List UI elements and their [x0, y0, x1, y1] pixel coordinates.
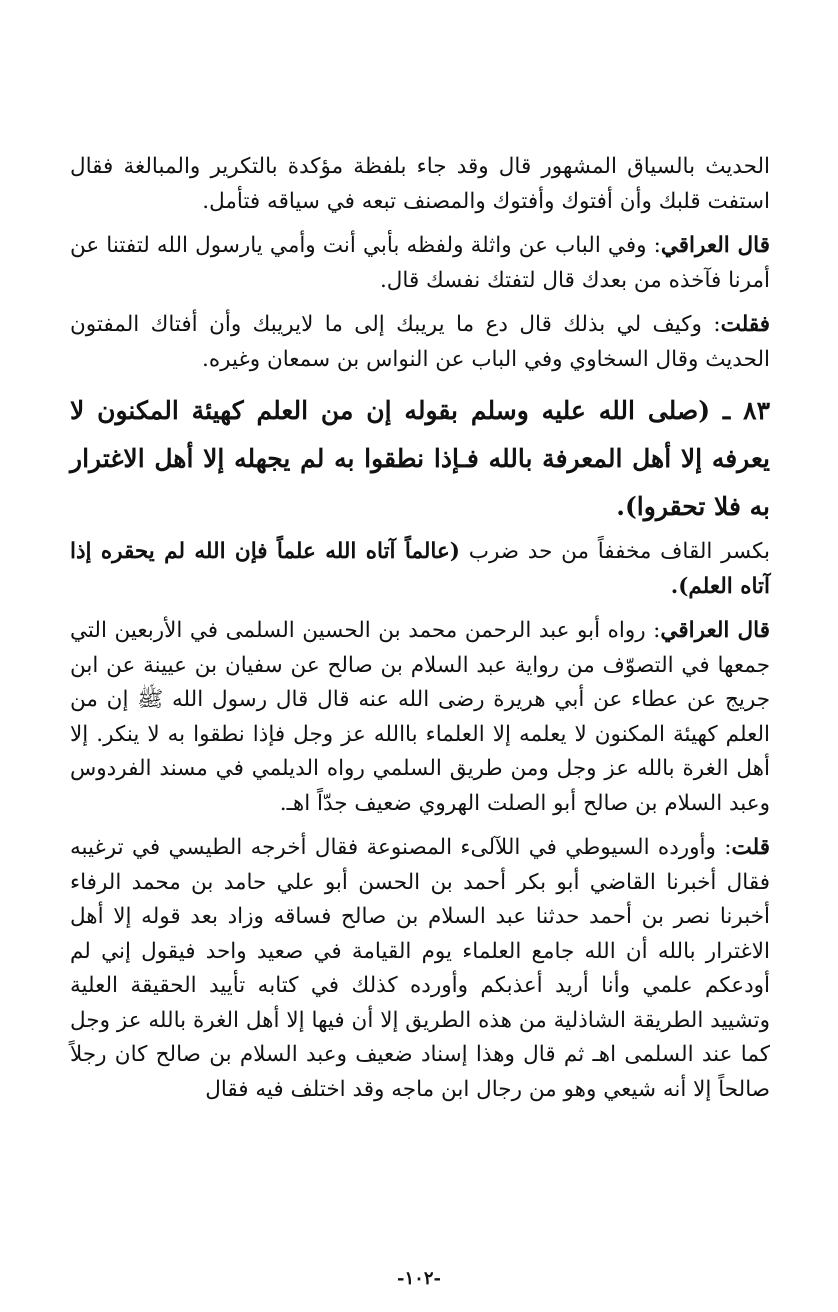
paragraph-5-text: : وأورده السيوطي في اللآلىء المصنوعة فقال أخرجه الطيسي في ترغيبه فقال أخبرنا القاضي أبو بكر أحمد بن الحسن أبو علي حامد بن محمد الرفاء أخبرنا نصر بن أحمد حدثنا عبد السلام بن صالح فساقه وزاد بعد قوله إلا أهل الاغترار بالله أن الله جامع العلماء يوم القيامة في صعيد واحد فيقول إني لم أودعكم علمي وأنا أريد أعذبكم وأورده كذلك في كتابه تأييد الحقيقة العلية وتشييد الطريقة الشاذلية من هذه الطريق إلا أن فيها إلا أهل الغرة بالله عز وجل كما عند السلمى اهـ ثم قال وهذا إسناد ضعيف وعبد السلام بن صالح كان رجلاً صالحاً إلا أنه شيعي وهو من رجال ابن ماجه وقد اختلف فيه فقال: [70, 835, 770, 1102]
paragraph-3-text: : وكيف لي بذلك قال دع ما يريبك إلى ما لايريبك وأن أفتاك المفتون الحديث وقال السخاوي وفي الباب عن النواس بن سمعان وغيره.: [70, 312, 770, 372]
paragraph-1-text: الحديث بالسياق المشهور قال وقد جاء بلفظة مؤكدة بالتكرير والمبالغة فقال استفت قلبك وأن أفتوك وأفتوك والمصنف تبعه في سياقه فتأمل.: [70, 154, 770, 214]
hadith-heading-text: ٨٣ ـ (صلى الله عليه وسلم بقوله إن من العلم كهيئة المكنون لا يعرفه إلا أهل المعرفة بالله فـإذا نطقوا به لم يجهله إلا أهل الاغترار به فلا تحقروا).: [70, 396, 770, 521]
paragraph-5: [70, 831, 770, 1107]
paragraph-5-lead: قلت: [731, 835, 770, 860]
paragraph-4-lead: قال العراقي: [660, 618, 770, 643]
note-paragraph: [70, 535, 770, 604]
paragraph-4: [70, 614, 770, 821]
paragraph-4-text: : رواه أبو عبد الرحمن محمد بن الحسين السلمى في الأربعين التي جمعها في التصوّف من رواية عبد السلام بن صالح عن سفيان بن عيينة عن ابن جريج عن عطاء عن أبي هريرة رضى الله عنه قال قال رسول الله ﷺ إن من العلم كهيئة المكنون لا يعلمه إلا العلماء باالله عز وجل فإذا نطقوا به لا ينكر. إلا أهل الغرة بالله عز وجل ومن طريق السلمي رواه الديلمي في مسند الفردوس وعبد السلام بن صالح أبو الصلت الهروي ضعيف جدّاً اهـ.: [70, 618, 770, 816]
paragraph-2: [70, 229, 770, 298]
note-text: بكسر القاف مخففاً من حد ضرب: [459, 539, 770, 564]
paragraph-3-lead: فقلت: [720, 312, 770, 337]
paragraph-2-text: : وفي الباب عن واثلة ولفظه بأبي أنت وأمي يارسول الله لتفتنا عن أمرنا فآخذه من بعدك قال لتفتك نفسك قال.: [70, 233, 770, 293]
paragraph-1: [70, 150, 770, 219]
paragraph-3: [70, 308, 770, 377]
page-body: [70, 150, 770, 1107]
note-bold-text: (عالماً آتاه الله علماً فإن الله لم يحقره إذا آتاه العلم).: [70, 539, 770, 599]
paragraph-2-lead: قال العراقي: [660, 233, 770, 258]
page-number: -١٠٢-: [397, 1268, 441, 1289]
hadith-heading: [70, 387, 770, 531]
